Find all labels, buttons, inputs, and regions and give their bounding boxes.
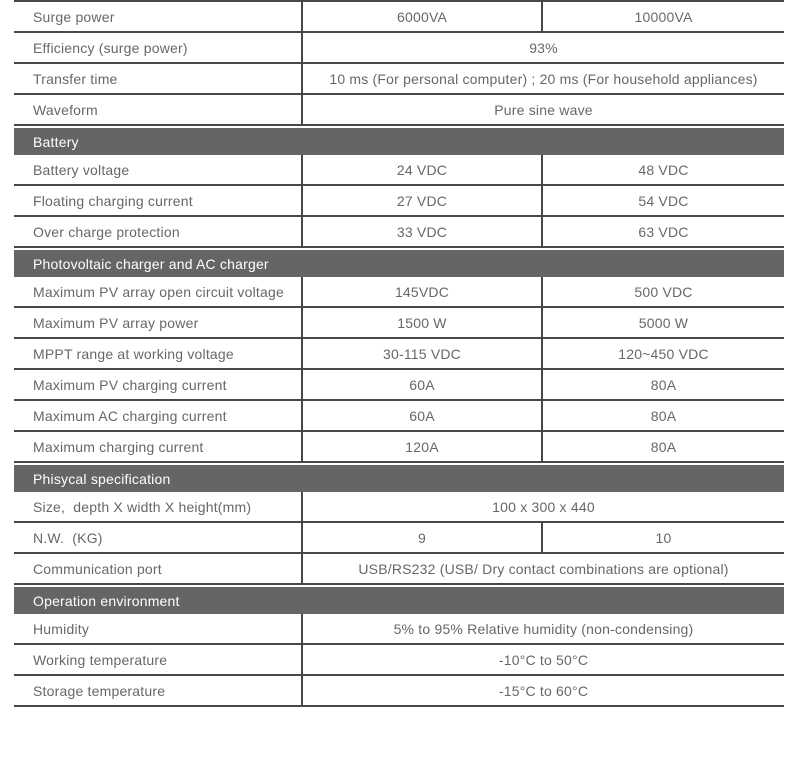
spec-row-transfer-time [14,64,784,95]
spec-row-humidity [14,614,784,645]
section-header-label: Operation environment [33,592,180,609]
specification-table [14,0,784,707]
spec-row-over-charge-protection [14,217,784,248]
row-label: Waveform [14,95,303,124]
row-label: MPPT range at working voltage [14,339,303,368]
row-label: Maximum charging current [14,432,303,461]
row-label: Maximum PV array open circuit voltage [14,277,303,306]
row-value-model2: 80A [650,407,677,424]
row-value-model1: 9 [303,523,543,552]
spec-row-surge-power [14,0,784,33]
row-value-model2: 63 VDC [638,223,689,240]
row-label: Maximum PV array power [14,308,303,337]
row-value-model2: 10000VA [634,8,693,25]
row-label: Working temperature [14,645,303,674]
row-label: Size, depth X width X height(mm) [14,492,303,521]
row-value-model2: 80A [650,376,677,393]
row-value-shared: USB/RS232 (USB/ Dry contact combinations are optional) [358,560,729,577]
row-label: Maximum PV charging current [14,370,303,399]
row-value-model2: 120~450 VDC [618,345,709,362]
row-value-model2: 5000 W [638,314,689,331]
spec-row-maximum-pv-charging-current [14,370,784,401]
row-label: Battery voltage [14,155,303,184]
row-value-shared: 100 x 300 x 440 [492,498,595,515]
row-label: N.W. (KG) [14,523,303,552]
spec-row-mppt-range-at-working-voltage [14,339,784,370]
row-value-model1: 27 VDC [303,186,543,215]
spec-row-n-w-kg [14,523,784,554]
row-label: Over charge protection [14,217,303,246]
row-label: Humidity [14,614,303,643]
row-value-model1: 30-115 VDC [303,339,543,368]
spec-row-maximum-charging-current [14,432,784,463]
row-value-model1: 33 VDC [303,217,543,246]
row-label: Communication port [14,554,303,583]
spec-row-storage-temperature [14,676,784,707]
row-label: Surge power [14,2,303,31]
spec-row-battery-voltage [14,155,784,186]
section-header-label: Battery [33,133,79,150]
row-value-model2: 10 [655,529,672,546]
section-header-photovoltaic-charger-and-ac-charger [14,250,784,277]
row-value-shared: 10 ms (For personal computer) ; 20 ms (For household appliances) [329,70,758,87]
row-value-model1: 120A [303,432,543,461]
section-header-label: Photovoltaic charger and AC charger [33,255,269,272]
row-value-shared: -15°C to 60°C [498,682,589,699]
spec-row-floating-charging-current [14,186,784,217]
spec-row-working-temperature [14,645,784,676]
row-value-shared: -10°C to 50°C [498,651,589,668]
section-header-operation-environment [14,587,784,614]
spec-row-waveform [14,95,784,126]
section-header-phisycal-specification [14,465,784,492]
row-label: Storage temperature [14,676,303,705]
row-value-model2: 500 VDC [634,283,693,300]
spec-row-communication-port [14,554,784,585]
spec-row-maximum-ac-charging-current [14,401,784,432]
row-value-model1: 1500 W [303,308,543,337]
row-value-model2: 80A [650,438,677,455]
row-value-model2: 54 VDC [638,192,689,209]
row-label: Transfer time [14,64,303,93]
row-value-model1: 145VDC [303,277,543,306]
spec-row-maximum-pv-array-open-circuit-voltage [14,277,784,308]
row-value-model1: 60A [303,370,543,399]
row-label: Efficiency (surge power) [14,33,303,62]
row-value-model1: 24 VDC [303,155,543,184]
row-value-model1: 6000VA [303,2,543,31]
row-value-model2: 48 VDC [638,161,689,178]
spec-row-size-depth-x-width-x-height-mm [14,492,784,523]
spec-row-efficiency-surge-power [14,33,784,64]
row-value-shared: 5% to 95% Relative humidity (non-condensing) [393,620,694,637]
row-label: Maximum AC charging current [14,401,303,430]
row-value-model1: 60A [303,401,543,430]
section-header-battery [14,128,784,155]
row-value-shared: Pure sine wave [494,101,593,118]
row-value-shared: 93% [529,39,558,56]
spec-row-maximum-pv-array-power [14,308,784,339]
row-label: Floating charging current [14,186,303,215]
section-header-label: Phisycal specification [33,470,171,487]
